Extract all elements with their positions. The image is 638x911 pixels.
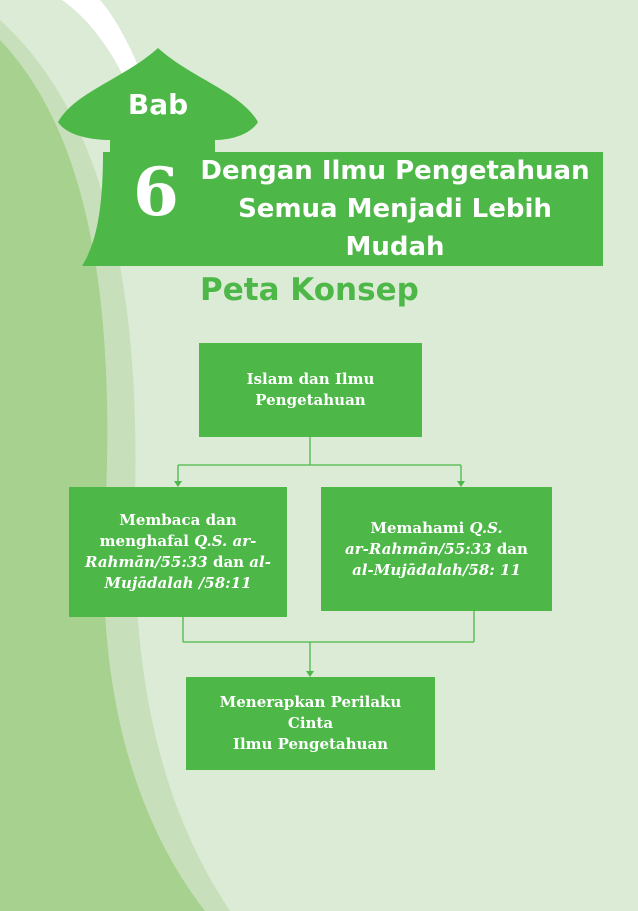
concept-bottom-line-2: Ilmu Pengetahuan: [232, 735, 389, 753]
concept-box-memahami: [321, 487, 552, 611]
concept-top-line-1: Islam dan Ilmu: [246, 370, 375, 388]
concept-top-line-2: Pengetahuan: [255, 391, 366, 409]
concept-left-line-2b: Q.S. ar-: [194, 532, 257, 550]
concept-left-line-3b: dan: [207, 553, 250, 571]
chapter-title-line-2: Semua Menjadi Lebih: [238, 194, 552, 224]
concept-left-line-3a: Rahmān/55:33: [85, 553, 208, 571]
concept-box-islam-ilmu: [199, 343, 422, 437]
concept-box-menerapkan: [186, 677, 435, 770]
concept-right-line-1b: Q.S.: [469, 518, 503, 537]
chapter-number: 6: [133, 153, 179, 231]
concept-left-line-2a: menghafal: [99, 532, 195, 550]
concept-left-line-3c: al-: [249, 553, 271, 571]
chapter-title-line-3: Mudah: [345, 232, 445, 262]
concept-right-line-1a: Memahami: [370, 518, 470, 537]
chapter-title-line-1: Dengan Ilmu Pengetahuan: [200, 156, 590, 186]
concept-left-line-1: Membaca dan: [119, 511, 237, 529]
concept-bottom-line-1: Menerapkan Perilaku Cinta: [219, 693, 402, 732]
concept-right-line-2b: dan: [491, 539, 528, 558]
concept-left-line-4: Mujādalah /58:11: [104, 574, 252, 592]
concept-right-line-3: al-Mujādalah/58: 11: [352, 560, 521, 579]
concept-box-membaca-menghafal: [69, 487, 287, 617]
concept-right-line-2a: ar-Rahmān/55:33: [345, 539, 492, 558]
section-title: Peta Konsep: [200, 272, 419, 308]
chapter-label: Bab: [127, 88, 189, 121]
